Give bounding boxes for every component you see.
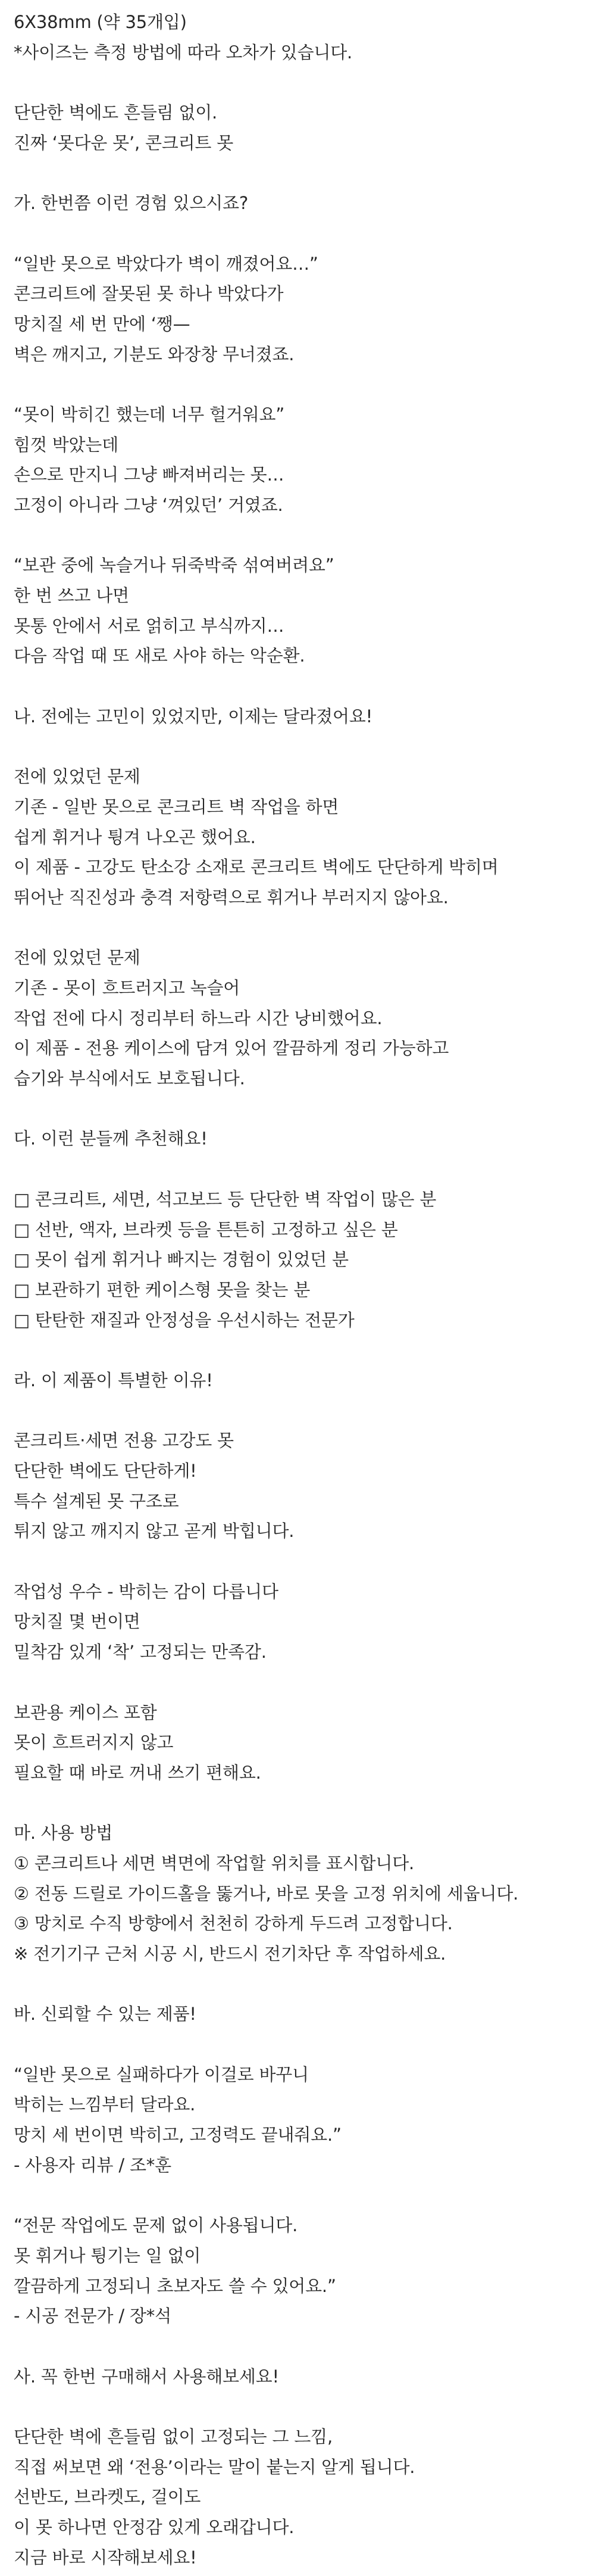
feature-line: 못이 흐트러지지 않고 <box>14 1732 174 1753</box>
case-line: 손으로 만지니 그냥 빠져버리는 못… <box>14 464 284 485</box>
usage-step: ② 전동 드릴로 가이드홀을 뚫거나, 바로 못을 고정 위치에 세웁니다. <box>14 1883 519 1904</box>
closing-line: 단단한 벽에 흔들림 없이 고정되는 그 느낌, <box>14 2427 333 2447</box>
case-line: 다음 작업 때 또 새로 사야 하는 악순환. <box>14 645 305 666</box>
feature-line: 망치질 몇 번이면 <box>14 1611 140 1632</box>
spacer <box>14 369 581 400</box>
case-line: 망치질 세 번 만에 ‘쨍— <box>14 313 190 334</box>
case-line: 한 번 쓰고 나면 <box>14 585 129 606</box>
section-heading-na: 나. 전에는 고민이 있었지만, 이제는 달라졌어요! <box>14 706 373 726</box>
spacer <box>14 219 581 249</box>
checklist-text: 탄탄한 재질과 안정성을 우선시하는 전문가 <box>35 1309 355 1330</box>
problem-line: 이 제품 - 고강도 탄소강 소재로 콘크리트 벽에도 단단하게 박히며 <box>14 857 499 878</box>
checkbox-icon: □ <box>14 1249 30 1270</box>
spacer <box>14 2029 581 2060</box>
case-quote: “일반 못으로 박았다가 벽이 깨졌어요…” <box>14 253 318 274</box>
case-line: 못통 안에서 서로 얽히고 부식까지… <box>14 615 284 636</box>
checkbox-icon: □ <box>14 1279 30 1300</box>
spacer <box>14 671 581 701</box>
case-line: 벽은 깨지고, 기분도 와장창 무너졌죠. <box>14 344 295 364</box>
section-heading-ga: 가. 한번쯤 이런 경험 있으시죠? <box>14 193 249 214</box>
spacer <box>14 1396 581 1426</box>
checklist-text: 선반, 액자, 브라켓 등을 튼튼히 고정하고 싶은 분 <box>35 1219 398 1240</box>
case-quote: “못이 박히긴 했는데 너무 헐거워요” <box>14 404 285 425</box>
review-author: - 시공 전문가 / 장*석 <box>14 2306 171 2326</box>
problem-line: 뛰어난 직진성과 충격 저항력으로 휘거나 부러지지 않아요. <box>14 887 449 907</box>
problem-line: 기존 - 못이 흐트러지고 녹슬어 <box>14 978 240 998</box>
checklist-item <box>14 1275 581 1305</box>
spacer <box>14 1969 581 2000</box>
spacer <box>14 1335 581 1365</box>
case-line: 콘크리트에 잘못된 못 하나 박았다가 <box>14 283 284 304</box>
problem-line: 습기와 부식에서도 보호됩니다. <box>14 1068 245 1089</box>
spacer <box>14 2181 581 2211</box>
spacer <box>14 2391 581 2422</box>
checkbox-icon: □ <box>14 1309 30 1330</box>
section-heading-ma: 마. 사용 방법 <box>14 1823 113 1844</box>
case-quote: “보관 중에 녹슬거나 뒤죽박죽 섞여버려요” <box>14 555 334 576</box>
checklist-item <box>14 1215 581 1245</box>
checklist-item <box>14 1245 581 1275</box>
section-heading-sa: 사. 꼭 한번 구매해서 사용해보세요! <box>14 2366 279 2387</box>
feature-line: 단단한 벽에도 단단하게! <box>14 1461 197 1481</box>
spacer <box>14 732 581 762</box>
section-heading-da: 다. 이런 분들께 추천해요! <box>14 1128 208 1149</box>
review-line: 박히는 느낌부터 달라요. <box>14 2094 196 2115</box>
usage-step: ① 콘크리트나 세면 벽면에 작업할 위치를 표시합니다. <box>14 1853 415 1873</box>
closing-line: 선반도, 브라켓도, 걸이도 <box>14 2487 201 2508</box>
usage-warning: ※ 전기기구 근처 시공 시, 반드시 전기차단 후 작업하세요. <box>14 1944 446 1964</box>
feature-line: 튀지 않고 깨지지 않고 곧게 박힙니다. <box>14 1521 295 1542</box>
spacer <box>14 520 581 551</box>
section-heading-ra: 라. 이 제품이 특별한 이유! <box>14 1370 213 1390</box>
size-note: *사이즈는 측정 방법에 따라 오차가 있습니다. <box>14 42 353 63</box>
spacer <box>14 1154 581 1184</box>
checklist-text: 콘크리트, 세면, 석고보드 등 단단한 벽 작업이 많은 분 <box>35 1189 437 1209</box>
spacer <box>14 67 581 98</box>
feature-line: 밀착감 있게 ‘착’ 고정되는 만족감. <box>14 1642 267 1663</box>
intro-line: 단단한 벽에도 흔들림 없이. <box>14 102 218 123</box>
section-heading-ba: 바. 신뢰할 수 있는 제품! <box>14 2004 196 2025</box>
checklist-item <box>14 1305 581 1336</box>
feature-title: 작업성 우수 - 박히는 감이 다릅니다 <box>14 1581 278 1602</box>
closing-line: 이 못 하나면 안정감 있게 오래갑니다. <box>14 2517 295 2538</box>
intro-line: 진짜 ‘못다운 못’, 콘크리트 못 <box>14 132 234 153</box>
problem-title: 전에 있었던 문제 <box>14 947 140 968</box>
review-line: 깔끔하게 고정되니 초보자도 쓸 수 있어요.” <box>14 2275 336 2296</box>
problem-line: 기존 - 일반 못으로 콘크리트 벽 작업을 하면 <box>14 796 339 817</box>
problem-line: 이 제품 - 전용 케이스에 담겨 있어 깔끔하게 정리 가능하고 <box>14 1038 449 1059</box>
review-line: “일반 못으로 실패하다가 이걸로 바꾸니 <box>14 2064 309 2085</box>
closing-line: 지금 바로 시작해보세요! <box>14 2547 197 2568</box>
review-line: 망치 세 번이면 박히고, 고정력도 끝내줘요.” <box>14 2125 342 2145</box>
closing-line: 직접 써보면 왜 ‘전용’이라는 말이 붙는지 알게 됩니다. <box>14 2456 415 2477</box>
checkbox-icon: □ <box>14 1189 30 1209</box>
spacer <box>14 913 581 943</box>
review-line: “전문 작업에도 문제 없이 사용됩니다. <box>14 2215 298 2236</box>
spacer <box>14 1094 581 1124</box>
spacer <box>14 2331 581 2362</box>
checklist-text: 보관하기 편한 케이스형 못을 찾는 분 <box>35 1279 311 1300</box>
feature-title: 콘크리트·세면 전용 고강도 못 <box>14 1430 234 1451</box>
problem-line: 쉽게 휘거나 튕겨 나오곤 했어요. <box>14 827 256 847</box>
usage-step: ③ 망치로 수직 방향에서 천천히 강하게 두드려 고정합니다. <box>14 1913 453 1934</box>
spacer <box>14 1546 581 1577</box>
spacer <box>14 1788 581 1819</box>
case-line: 고정이 아니라 그냥 ‘껴있던’ 거였죠. <box>14 495 283 515</box>
case-line: 힘껏 박았는데 <box>14 434 118 455</box>
review-author: - 사용자 리뷰 / 조*훈 <box>14 2154 171 2175</box>
spacer <box>14 158 581 188</box>
checkbox-icon: □ <box>14 1219 30 1240</box>
spacer <box>14 1667 581 1698</box>
feature-line: 필요할 때 바로 꺼내 쓰기 편해요. <box>14 1762 261 1783</box>
feature-title: 보관용 케이스 포함 <box>14 1702 157 1723</box>
review-line: 못 휘거나 튕기는 일 없이 <box>14 2245 201 2266</box>
product-size: 6X38mm (약 35개입) <box>14 12 187 32</box>
problem-title: 전에 있었던 문제 <box>14 766 140 787</box>
checklist-text: 못이 쉽게 휘거나 빠지는 경험이 있었던 분 <box>35 1249 349 1270</box>
feature-line: 특수 설계된 못 구조로 <box>14 1490 179 1511</box>
problem-line: 작업 전에 다시 정리부터 하느라 시간 낭비했어요. <box>14 1008 383 1028</box>
checklist-item <box>14 1184 581 1215</box>
